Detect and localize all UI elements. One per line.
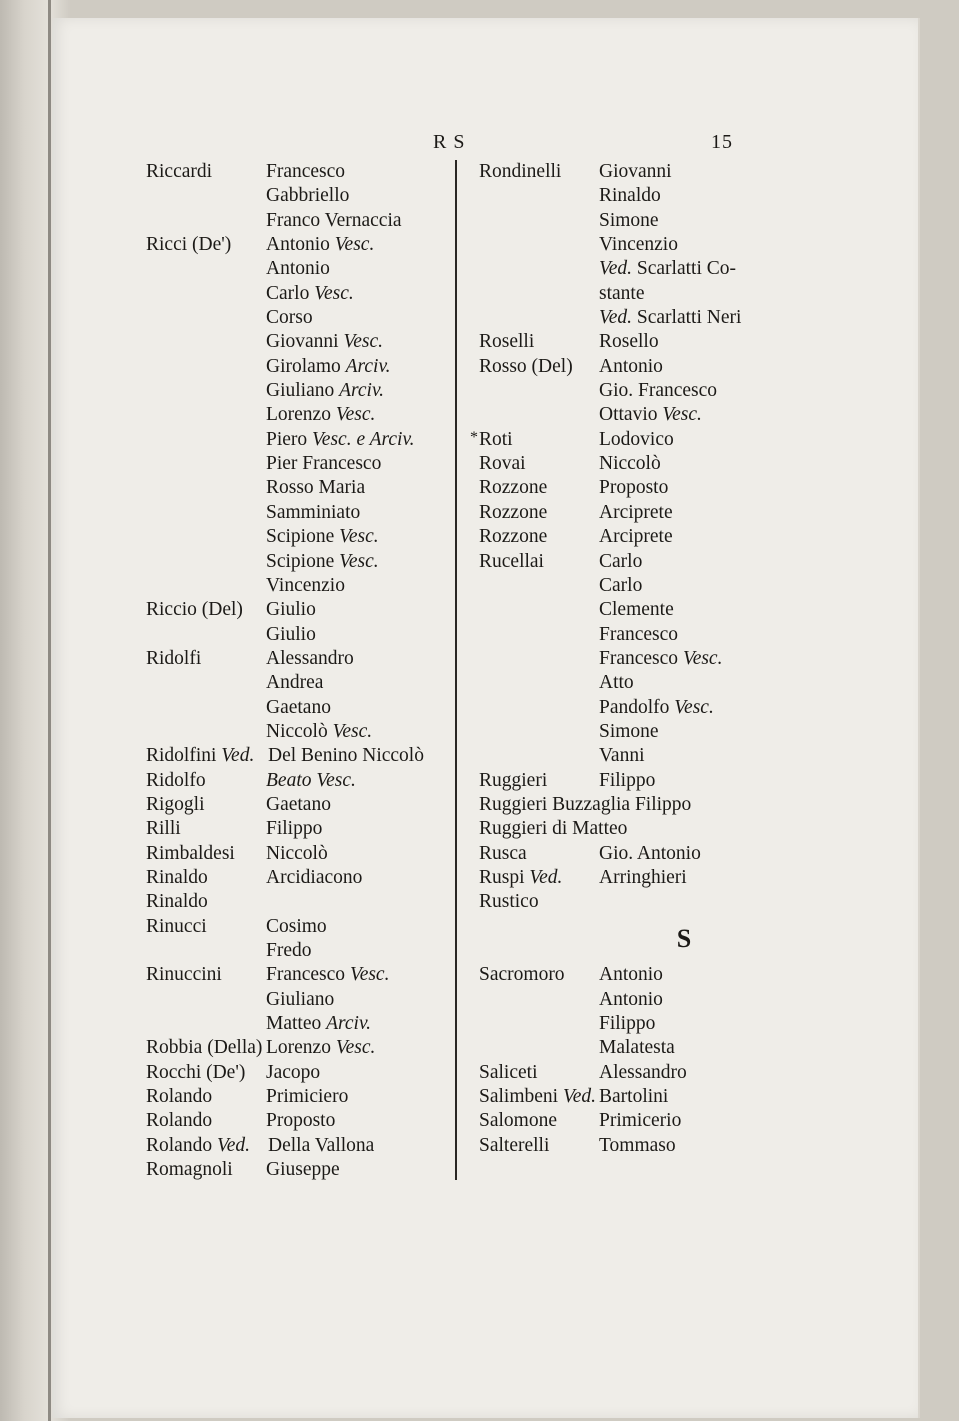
entry-given-name: Rosso Maria: [266, 477, 366, 499]
entry-given-name: Corso: [266, 307, 313, 329]
entry-given-title: Ved.: [599, 258, 633, 280]
entry-ecclesiastical-title: Vesc.: [674, 696, 714, 718]
index-entry: [479, 817, 779, 841]
index-entry: [146, 452, 451, 476]
entry-surname: Ruggieri Buzzaglia Filippo: [479, 793, 692, 815]
entry-given-name: Tommaso: [599, 1134, 676, 1156]
entry-surname: Salomone: [479, 1110, 557, 1132]
index-entry: [479, 842, 779, 866]
entry-given-name: Giovanni: [599, 161, 672, 182]
entry-surname: Rolando Ved.: [146, 1134, 250, 1156]
entry-given-name: Filippo: [599, 1013, 656, 1035]
entry-given-name: Fredo: [266, 940, 312, 961]
index-entry: [146, 306, 451, 330]
entry-given-name: Arcidiacono: [266, 866, 363, 888]
entry-given-title: Ved.: [599, 307, 633, 329]
section-letter-s: S: [676, 923, 692, 953]
entry-given-name: Antonio: [599, 964, 663, 986]
entry-given-name: Giovanni Vesc.: [266, 331, 383, 353]
entry-ecclesiastical-title: Vesc.: [343, 331, 383, 353]
index-entry: [146, 282, 451, 306]
entry-surname-title: Ved.: [216, 1134, 250, 1156]
entry-given-name: Antonio: [266, 258, 330, 280]
entry-surname: Saliceti: [479, 1061, 538, 1083]
index-entry: [146, 1061, 451, 1085]
right-column: [470, 160, 779, 1158]
entry-given-name: Del Benino Niccolò: [268, 745, 424, 767]
entry-ecclesiastical-title: Vesc.: [335, 404, 376, 426]
entry-surname: Rucellai: [479, 550, 544, 572]
entry-given-name: Carlo: [599, 550, 643, 572]
index-entry: [146, 1158, 451, 1182]
entry-surname: Romagnoli: [146, 1159, 233, 1181]
index-entry: [146, 1036, 451, 1060]
index-entry: [146, 379, 451, 403]
entry-given-name: Antonio: [599, 988, 663, 1010]
entry-surname: Rosso (Del): [479, 355, 573, 377]
index-entry: [479, 769, 779, 793]
entry-given-name: Alessandro: [266, 647, 354, 669]
entry-ecclesiastical-title: Vesc.: [334, 234, 375, 256]
index-entry: [146, 1134, 451, 1158]
entry-surname: Rusca: [479, 842, 527, 864]
entry-ecclesiastical-title: Vesc.: [662, 404, 702, 426]
entry-surname: Riccio (Del): [146, 599, 243, 621]
index-entry: [479, 963, 779, 987]
entry-ecclesiastical-title: Vesc.: [339, 526, 379, 548]
entry-given-name: Vincenzio: [266, 574, 345, 596]
index-entry: [146, 209, 451, 233]
entry-surname: Ruggieri di Matteo: [479, 818, 628, 840]
index-entry: [146, 866, 451, 890]
right-column-r-entries: [470, 160, 779, 915]
entry-given-name: Carlo Vesc.: [266, 282, 354, 304]
entry-given-name: Andrea: [266, 672, 324, 694]
index-entry: [146, 184, 451, 208]
index-entry: [479, 1061, 779, 1085]
entry-surname: Rilli: [146, 818, 181, 840]
entry-ecclesiastical-title: Arciv.: [345, 355, 391, 377]
left-column: [146, 160, 451, 1182]
entry-surname: Ricci (De'): [146, 234, 232, 256]
entry-given-name: Ottavio Vesc.: [599, 404, 702, 426]
index-entry: [146, 842, 451, 866]
entry-given-name: Malatesta: [599, 1037, 675, 1059]
index-entry: [479, 720, 779, 744]
entry-given-name: Giuseppe: [266, 1159, 340, 1181]
entry-surname: Roselli: [479, 331, 535, 353]
entry-given-name: Samminiato: [266, 501, 361, 523]
index-entry: [146, 574, 451, 598]
entry-given-name: Scipione Vesc.: [266, 526, 379, 548]
index-entry: [146, 501, 451, 525]
entry-ecclesiastical-title: Vesc.: [332, 720, 373, 742]
entry-given-name: Francesco: [599, 623, 679, 645]
entry-given-name: Proposto: [599, 477, 669, 499]
entry-given-name: Gaetano: [266, 793, 331, 815]
entry-given-title: Beato: [266, 769, 312, 791]
entry-given-name: Pier Francesco: [266, 453, 382, 475]
entry-given-name: Rosello: [599, 331, 659, 353]
entry-ecclesiastical-title: Vesc.: [316, 769, 356, 791]
index-entry: [146, 1085, 451, 1109]
page-gutter: [48, 0, 51, 1421]
index-entry: [479, 647, 779, 671]
entry-given-name: Filippo: [266, 818, 323, 840]
index-entry: [146, 988, 451, 1012]
index-entry: [146, 963, 451, 987]
entry-surname-title: Ved.: [221, 745, 255, 767]
index-entry: [479, 184, 779, 208]
index-entry: [146, 598, 451, 622]
entry-given-name: Niccolò: [599, 453, 661, 475]
entry-surname: Rocchi (De'): [146, 1061, 246, 1083]
entry-surname: Rinucci: [146, 915, 207, 937]
index-entry: [479, 1036, 779, 1060]
index-entry: [146, 1109, 451, 1133]
index-entry: [146, 1012, 451, 1036]
entry-given-name: Niccolò: [266, 842, 328, 864]
entry-given-name: Pandolfo Vesc.: [599, 696, 714, 718]
index-entry: [146, 793, 451, 817]
entry-given-name: Giuliano: [266, 988, 335, 1010]
entry-surname: Rustico: [479, 891, 539, 913]
entry-surname: Rozzone: [479, 526, 548, 548]
index-entry: [479, 355, 779, 379]
index-entry: [479, 988, 779, 1012]
entry-ecclesiastical-title: Arciv.: [326, 1013, 372, 1035]
entry-given-name: Simone: [599, 209, 659, 231]
entry-surname: Rolando: [146, 1110, 213, 1132]
entry-given-name: Giulio: [266, 623, 316, 645]
index-entry: [146, 817, 451, 841]
entry-given-name: Antonio Vesc.: [266, 234, 375, 256]
entry-given-name: Filippo: [599, 769, 656, 791]
entry-surname: Rozzone: [479, 477, 548, 499]
entry-surname: Ridolfi: [146, 647, 202, 669]
entry-surname: Rinaldo: [146, 891, 208, 913]
index-entry: [146, 769, 451, 793]
entry-given-name: Vincenzio: [599, 234, 678, 256]
entry-given-name: Arciprete: [599, 501, 673, 523]
entry-given-name: Arringhieri: [599, 866, 687, 888]
entry-given-name: Franco Vernaccia: [266, 209, 402, 231]
entry-given-name: Bartolini: [599, 1086, 669, 1108]
index-entry: [479, 330, 779, 354]
entry-surname: Sacromoro: [479, 964, 565, 986]
entry-given-name: Gio. Antonio: [599, 842, 701, 864]
entry-surname: Rondinelli: [479, 161, 562, 182]
index-entry: [479, 452, 779, 476]
index-entry: [146, 744, 451, 768]
entry-given-name: Simone: [599, 720, 659, 742]
index-entry: [479, 306, 779, 330]
entry-given-name: Lorenzo Vesc.: [266, 404, 376, 426]
entry-given-name: Francesco Vesc.: [266, 964, 390, 986]
entry-given-name: Atto: [599, 672, 634, 694]
entry-ecclesiastical-title: Vesc.: [682, 647, 723, 669]
index-entry: [479, 890, 779, 914]
entry-surname: Ruggieri: [479, 769, 548, 791]
right-column-s-entries: [479, 963, 779, 1158]
entry-ecclesiastical-title: Vesc.: [335, 1037, 376, 1059]
entry-given-name: Antonio: [599, 355, 663, 377]
index-entry: [146, 355, 451, 379]
index-entry: [146, 160, 451, 184]
entry-surname: Ruspi Ved.: [479, 866, 563, 888]
entry-given-name: Arciprete: [599, 526, 673, 548]
entry-given-name: Gaetano: [266, 696, 331, 718]
entry-given-name: Vanni: [599, 745, 645, 767]
entry-given-name: Francesco: [266, 161, 346, 182]
index-entry: [479, 574, 779, 598]
index-entry: [146, 403, 451, 427]
index-entry: [479, 1085, 779, 1109]
page-number: 15: [711, 131, 733, 153]
index-entry: [479, 1109, 779, 1133]
index-entry: [146, 428, 451, 452]
entry-surname: Salimbeni Ved.: [479, 1086, 596, 1108]
entry-given-name: Piero Vesc. e Arciv.: [266, 428, 415, 450]
index-entry: [479, 501, 779, 525]
index-entry: [146, 233, 451, 257]
entry-surname-title: Ved.: [529, 866, 563, 888]
index-entry: [146, 671, 451, 695]
entry-given-name: stante: [599, 282, 645, 304]
entry-surname: Riccardi: [146, 161, 213, 182]
index-entry: [479, 744, 779, 768]
column-divider: [455, 160, 457, 1180]
entry-given-name: Jacopo: [266, 1061, 321, 1083]
entry-surname: Ridolfini Ved.: [146, 745, 255, 767]
index-entry: [479, 525, 779, 549]
entry-given-name: Della Vallona: [268, 1134, 375, 1156]
entry-given-name: Francesco Vesc.: [599, 647, 723, 669]
index-entry: [479, 550, 779, 574]
index-entry: [479, 233, 779, 257]
index-entry: [479, 696, 779, 720]
entry-ecclesiastical-title: Vesc. e Arciv.: [312, 428, 415, 450]
index-entry: [479, 209, 779, 233]
index-entry: [146, 915, 451, 939]
index-entry: [146, 257, 451, 281]
entry-ecclesiastical-title: Vesc.: [314, 282, 354, 304]
index-entry: [146, 330, 451, 354]
running-head-letters: R S: [433, 131, 466, 153]
index-entry: [146, 647, 451, 671]
index-entry: [479, 623, 779, 647]
index-entry: [479, 1012, 779, 1036]
entry-surname: Rinuccini: [146, 964, 222, 986]
entry-ecclesiastical-title: Arciv.: [339, 380, 385, 402]
entry-surname: Rozzone: [479, 501, 548, 523]
index-entry: [470, 428, 779, 452]
entry-given-name: Girolamo Arciv.: [266, 355, 391, 377]
entry-given-name: Clemente: [599, 599, 674, 621]
entry-surname: Robbia (Della): [146, 1037, 263, 1059]
index-entry: [479, 282, 779, 306]
entry-given-name: Giulio: [266, 599, 316, 621]
asterisk-marker: *: [470, 428, 478, 446]
entry-given-name: Ved. Scarlatti Neri: [599, 307, 742, 329]
entry-surname: Rigogli: [146, 793, 205, 815]
index-entry: [479, 793, 779, 817]
entry-given-name: Lodovico: [599, 428, 674, 450]
entry-given-name: Carlo: [599, 574, 643, 596]
entry-given-name: Primicerio: [599, 1110, 682, 1132]
index-entry: [146, 476, 451, 500]
index-entry: [146, 696, 451, 720]
entry-ecclesiastical-title: Vesc.: [339, 550, 379, 572]
entry-given-name: Niccolò Vesc.: [266, 720, 373, 742]
entry-surname: Rovai: [479, 453, 526, 475]
index-entry: [479, 1134, 779, 1158]
entry-given-name: Rinaldo: [599, 185, 661, 207]
index-entry: [479, 379, 779, 403]
entry-given-name: [266, 769, 356, 793]
entry-surname: Roti: [479, 428, 513, 450]
entry-ecclesiastical-title: Vesc.: [349, 964, 390, 986]
entry-given-name: Gio. Francesco: [599, 380, 718, 402]
index-entry: [479, 257, 779, 281]
index-entry: [146, 890, 451, 914]
index-entry: [479, 403, 779, 427]
entry-given-name: Lorenzo Vesc.: [266, 1037, 376, 1059]
index-entry: [479, 160, 779, 184]
index-entry: [146, 525, 451, 549]
entry-surname: Rimbaldesi: [146, 842, 235, 864]
entry-given-name: Cosimo: [266, 915, 327, 937]
entry-surname-title: Ved.: [562, 1086, 596, 1108]
entry-surname: Ridolfo: [146, 769, 206, 791]
index-entry: [479, 671, 779, 695]
index-entry: [146, 720, 451, 744]
entry-given-name: Scipione Vesc.: [266, 550, 379, 572]
entry-given-name: Giuliano Arciv.: [266, 380, 385, 402]
index-entry: [479, 866, 779, 890]
entry-given-name: Matteo Arciv.: [266, 1013, 372, 1035]
entry-given-name: Primiciero: [266, 1086, 349, 1108]
index-entry: [479, 598, 779, 622]
entry-surname: Salterelli: [479, 1134, 550, 1156]
entry-given-name: Gabbriello: [266, 185, 350, 207]
index-entry: [146, 550, 451, 574]
entry-surname: Rinaldo: [146, 866, 208, 888]
entry-given-name: Proposto: [266, 1110, 336, 1132]
index-entry: [479, 476, 779, 500]
entry-given-name: Alessandro: [599, 1061, 687, 1083]
entry-surname: Rolando: [146, 1086, 213, 1108]
entry-given-name: Ved. Scarlatti Co-: [599, 258, 737, 280]
index-entry: [146, 939, 451, 963]
index-entry: [146, 623, 451, 647]
